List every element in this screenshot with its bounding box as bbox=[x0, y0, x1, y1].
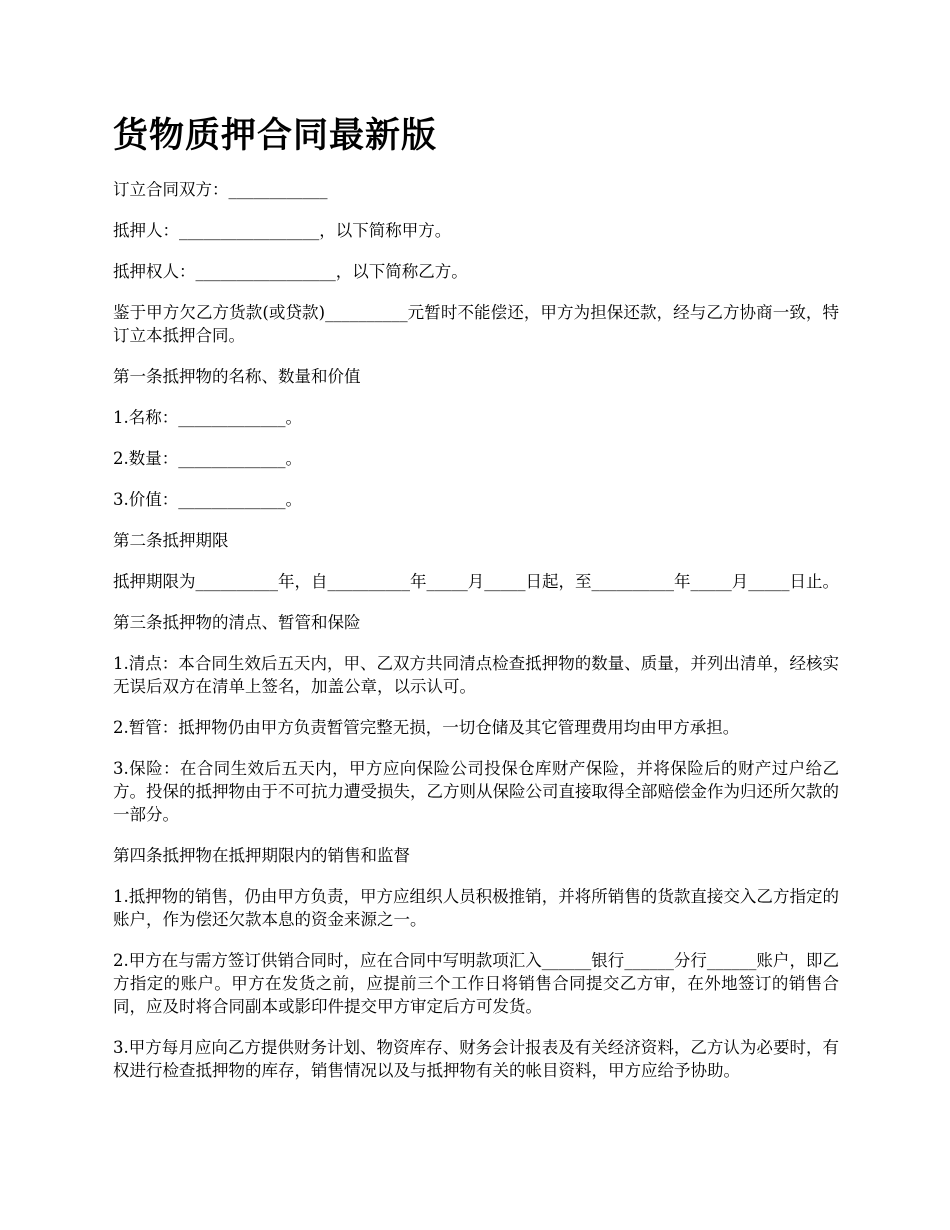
article-4-item-sales: 1.抵押物的销售，仍由甲方负责，甲方应组织人员积极推销，并将所销售的货款直接交入乙方指定的账户，作为偿还欠款本息的资金来源之一。 bbox=[113, 887, 839, 929]
article-3-item-inventory: 1.清点：本合同生效后五天内，甲、乙双方共同清点检查抵押物的数量、质量，并列出清单，经核实无误后双方在清单上签名，加盖公章，以示认可。 bbox=[113, 654, 839, 696]
article-1-item-name: 1.名称：_____________。 bbox=[113, 408, 302, 427]
article-3-heading: 第三条抵押物的清点、暂管和保险 bbox=[113, 613, 361, 632]
mortgagee-line: 抵押权人：_________________，以下简称乙方。 bbox=[113, 262, 468, 281]
article-1-item-quantity: 2.数量：_____________。 bbox=[113, 449, 302, 468]
article-4-item-contracts: 2.甲方在与需方签订供销合同时，应在合同中写明款项汇入______银行______分行______账户，即乙方指定的账户。甲方在发货之前，应提前三个工作日将销售合同提交乙方审，在外地签订的销售合同，应及时将合同副本或影印件提交甲方审定后方可发货。 bbox=[113, 951, 839, 1016]
article-2-heading: 第二条抵押期限 bbox=[113, 531, 229, 550]
article-1-item-value: 3.价值：_____________。 bbox=[113, 490, 302, 509]
article-4-heading: 第四条抵押物在抵押期限内的销售和监督 bbox=[113, 846, 410, 865]
article-3-item-custody: 2.暂管：抵押物仍由甲方负责暂管完整无损，一切仓储及其它管理费用均由甲方承担。 bbox=[113, 718, 740, 737]
mortgagor-line: 抵押人：_________________，以下简称甲方。 bbox=[113, 221, 452, 240]
document-body bbox=[113, 112, 839, 1100]
preamble-paragraph: 鉴于甲方欠乙方货款(或贷款)__________元暂时不能偿还，甲方为担保还款，经与乙方协商一致，特订立本抵押合同。 bbox=[113, 303, 839, 345]
article-1-heading: 第一条抵押物的名称、数量和价值 bbox=[113, 367, 361, 386]
article-2-term-paragraph: 抵押期限为__________年，自__________年_____月_____日起，至__________年_____月_____日止。 bbox=[113, 572, 839, 591]
document-title: 货物质押合同最新版 bbox=[113, 116, 438, 156]
article-3-item-insurance: 3.保险：在合同生效后五天内，甲方应向保险公司投保仓库财产保险，并将保险后的财产过户给乙方。投保的抵押物由于不可抗力遭受损失，乙方则从保险公司直接取得全部赔偿金作为归还所欠款的一部分。 bbox=[113, 759, 839, 824]
contract-parties-line: 订立合同双方：____________ bbox=[113, 180, 328, 199]
article-4-item-reports: 3.甲方每月应向乙方提供财务计划、物资库存、财务会计报表及有关经济资料，乙方认为必要时，有权进行检查抵押物的库存，销售情况以及与抵押物有关的帐目资料，甲方应给予协助。 bbox=[113, 1038, 839, 1080]
